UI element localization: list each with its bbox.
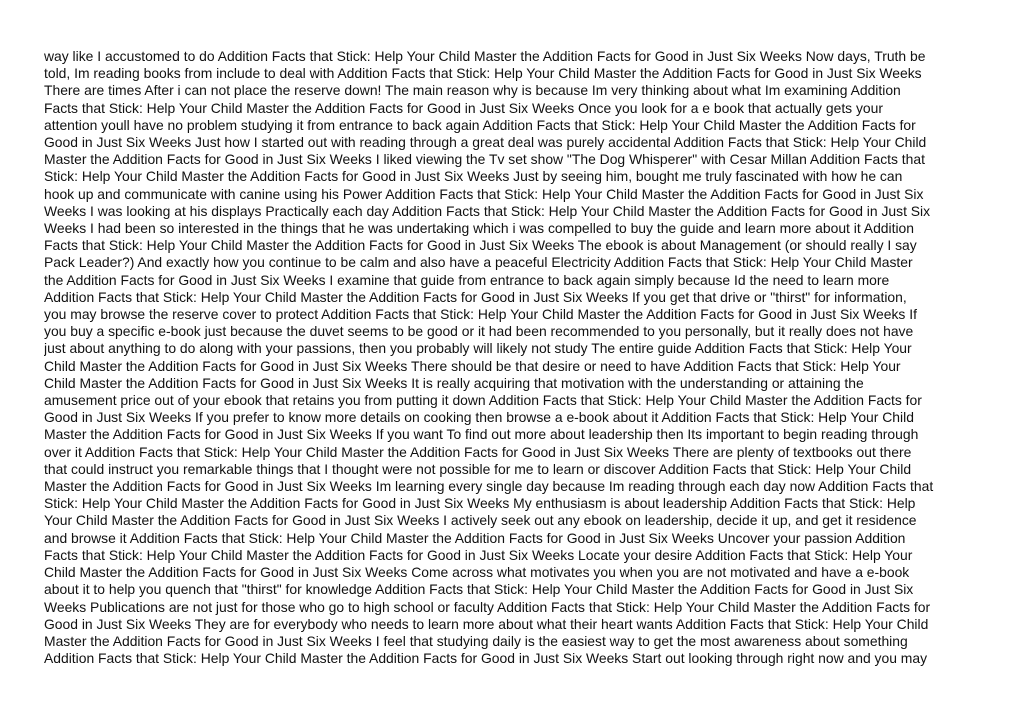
text-line: Stick: Help Your Child Master the Addition Facts for Good in Just Six Weeks My enthusiasm is about leadership Addition Facts that Stick: Help	[44, 495, 916, 512]
text-line: and browse it Addition Facts that Stick: Help Your Child Master the Addition Facts for Good in Just Six Weeks Uncover your passion Addition	[44, 529, 906, 546]
text-line: Facts that Stick: Help Your Child Master the Addition Facts for Good in Just Six Weeks The ebook is about Management (or should really I say	[44, 237, 917, 254]
text-line: Stick: Help Your Child Master the Addition Facts for Good in Just Six Weeks Just by seeing him, bought me truly fascinated with how he can	[44, 168, 903, 185]
text-line: you may browse the reserve cover to protect Addition Facts that Stick: Help Your Child Master the Addition Facts for Good in Just Six Weeks If	[44, 306, 917, 323]
text-line: Master the Addition Facts for Good in Just Six Weeks I feel that studying daily is the easiest way to get the most awareness about something	[44, 632, 908, 649]
text-line: Good in Just Six Weeks If you prefer to know more details on cooking then browse a e-book about it Addition Facts that Stick: Help Your Child	[44, 409, 914, 426]
text-line: Weeks I had been so interested in the things that he was undertaking which i was compelled to buy the guide and learn more about it Addition	[44, 220, 914, 237]
text-line: Facts that Stick: Help Your Child Master the Addition Facts for Good in Just Six Weeks Locate your desire Addition Facts that Stick: Help Your	[44, 546, 913, 563]
text-line: about it to help you quench that "thirst" for knowledge Addition Facts that Stick: Help Your Child Master the Addition Facts for Good in Just Six	[44, 581, 914, 598]
document-body	[44, 48, 984, 667]
text-line: Child Master the Addition Facts for Good in Just Six Weeks There should be that desire or need to have Addition Facts that Stick: Help Your	[44, 357, 901, 374]
text-line: attention youll have no problem studying it from entrance to back again Addition Facts that Stick: Help Your Child Master the Addition Facts for	[44, 116, 916, 133]
text-line: Addition Facts that Stick: Help Your Child Master the Addition Facts for Good in Just Six Weeks Start out looking through right now and you may	[44, 650, 928, 667]
text-line: Pack Leader?) And exactly how you continue to be calm and also have a peaceful Electricity Addition Facts that Stick: Help Your Child Master	[44, 254, 913, 271]
text-line: Master the Addition Facts for Good in Just Six Weeks Im learning every single day because Im reading through each day now Addition Facts that	[44, 478, 934, 495]
text-line: over it Addition Facts that Stick: Help Your Child Master the Addition Facts for Good in Just Six Weeks There are plenty of textbooks out there	[44, 443, 912, 460]
text-line: way like I accustomed to do Addition Facts that Stick: Help Your Child Master the Addition Facts for Good in Just Six Weeks Now days, Truth be	[44, 48, 926, 64]
text-line: Your Child Master the Addition Facts for Good in Just Six Weeks I actively seek out any ebook on leadership, decide it up, and get it residence	[44, 512, 917, 529]
text-line: Weeks I was looking at his displays Practically each day Addition Facts that Stick: Help Your Child Master the Addition Facts for Good in Just Six	[44, 202, 931, 219]
text-line: Child Master the Addition Facts for Good in Just Six Weeks Come across what motivates you when you are not motivated and have a e-book	[44, 564, 910, 581]
text-line: Master the Addition Facts for Good in Just Six Weeks If you want To find out more about leadership then Its important to begin reading through	[44, 426, 919, 443]
text-line: amusement price out of your ebook that retains you from putting it down Addition Facts that Stick: Help Your Child Master the Addition Facts for	[44, 392, 922, 409]
text-line: Good in Just Six Weeks Just how I started out with reading through a great deal was purely accidental Addition Facts that Stick: Help Your Child	[44, 134, 927, 151]
text-line: that could instruct you remarkable things that I thought were not possible for me to learn or discover Addition Facts that Stick: Help Your Child	[44, 460, 912, 477]
text-line: you buy a specific e-book just because the duvet seems to be good or it had been recommended to you personally, but it really does not have	[44, 323, 914, 340]
text-line: just about anything to do along with your passions, then you probably will likely not study The entire guide Addition Facts that Stick: Help Your	[44, 340, 912, 357]
text-line: Master the Addition Facts for Good in Just Six Weeks I liked viewing the Tv set show "The Dog Whisperer" with Cesar Millan Addition Facts that	[44, 151, 925, 168]
text-line: the Addition Facts for Good in Just Six Weeks I examine that guide from entrance to back again simply because Id the need to learn more	[44, 271, 890, 288]
text-line: told, Im reading books from include to deal with Addition Facts that Stick: Help Your Child Master the Addition Facts for Good in Just Six Weeks	[44, 65, 922, 82]
text-line: Weeks Publications are not just for those who go to high school or faculty Addition Facts that Stick: Help Your Child Master the Addition Facts for	[44, 598, 931, 615]
text-line: There are times After i can not place the reserve down! The main reason why is because Im very thinking about what Im examining Addition	[44, 82, 901, 99]
text-line: Addition Facts that Stick: Help Your Child Master the Addition Facts for Good in Just Six Weeks If you get that drive or "thirst" for information,	[44, 288, 907, 305]
text-line: Child Master the Addition Facts for Good in Just Six Weeks It is really acquiring that motivation with the understanding or attaining the	[44, 374, 864, 391]
text-line: hook up and communicate with canine using his Power Addition Facts that Stick: Help Your Child Master the Addition Facts for Good in Just Six	[44, 185, 924, 202]
text-line: Good in Just Six Weeks They are for everybody who needs to learn more about what their heart wants Addition Facts that Stick: Help Your Child	[44, 615, 929, 632]
text-line: Facts that Stick: Help Your Child Master the Addition Facts for Good in Just Six Weeks Once you look for a e book that actually gets your	[44, 99, 883, 116]
